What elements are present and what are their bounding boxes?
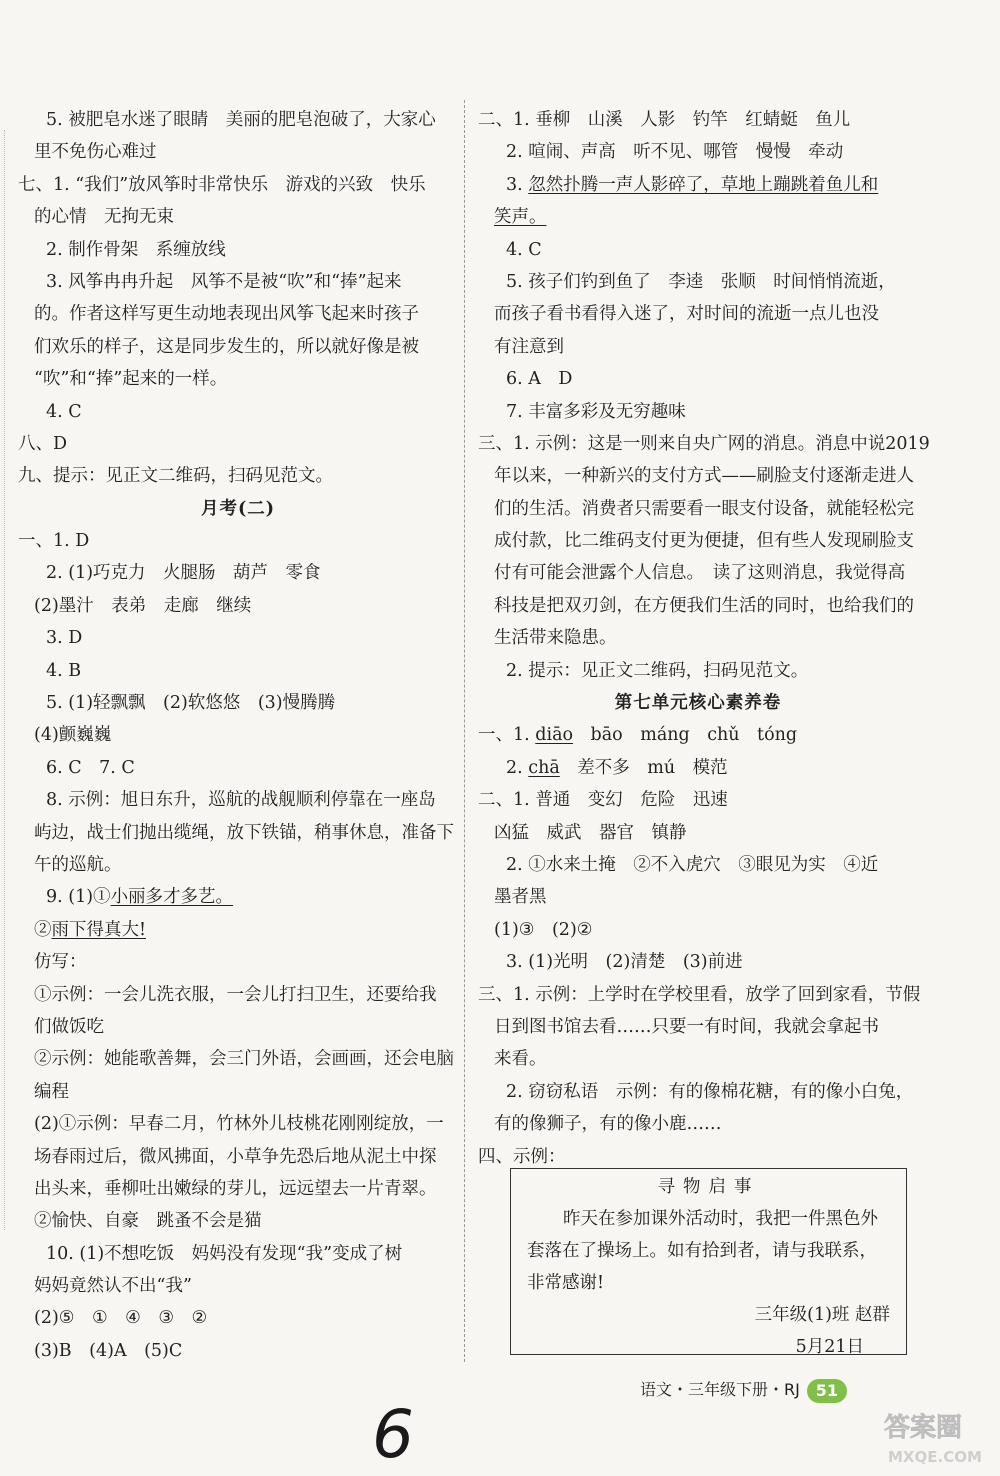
answer-line: 一、1. D: [18, 531, 90, 552]
answer-line: 们欢乐的样子，这是同步发生的，所以就好像是被: [34, 336, 419, 357]
section-heading: 第七单元核心素养卷: [614, 693, 782, 714]
answer-line: 2. ①水来土掩 ②不入虎穴 ③眼见为实 ④近: [506, 854, 879, 875]
answer-line: 而孩子看书看得入迷了，对时间的流逝一点儿也没: [494, 304, 879, 325]
section-heading: 月考(二): [200, 498, 276, 519]
footer-book-label: 语文・三年级下册・RJ: [640, 1380, 800, 1399]
answer-line: 墨者黑: [494, 887, 547, 908]
answer-line: 科技是把双刃剑，在方便我们生活的同时，也给我们的: [494, 595, 914, 616]
answer-line: 年以来，一种新兴的支付方式——刷脸支付逐渐走进人: [494, 466, 914, 487]
binding-edge-line: [4, 130, 5, 1230]
answer-line: 3. D: [46, 628, 83, 649]
answer-line: [18, 914, 458, 946]
answer-line: 10. (1)不想吃饭 妈妈没有发现“我”变成了树: [46, 1243, 403, 1264]
column-divider: [464, 100, 465, 1362]
handwritten-mark: 6: [372, 1396, 414, 1473]
lost-item-notice-box: [510, 1168, 907, 1355]
answer-line: (2)⑤ ① ④ ③ ②: [34, 1308, 208, 1329]
answer-line: 场春雨过后，微风拂面，小草争先恐后地从泥土中探: [34, 1146, 437, 1167]
answer-line: (2)①示例：早春二月，竹林外儿枝桃花刚刚绽放，一: [34, 1114, 444, 1135]
notice-title: 寻物启事: [657, 1177, 760, 1197]
answer-line: 成付款，比二维码支付更为便捷，但有些人发现刷脸支: [494, 531, 914, 552]
answer-text: ②: [34, 919, 52, 940]
answer-line: 3. 风筝冉冉升起 风筝不是被“吹”和“捧”起来: [46, 271, 402, 292]
watermark-logo: [880, 1398, 992, 1470]
notice-signature: 三年级(1)班 赵群: [754, 1305, 890, 1325]
answer-line: 生活带来隐患。: [494, 628, 617, 649]
answer-line: 们做饭吃: [34, 1016, 104, 1037]
answer-line: [478, 169, 918, 201]
answer-line: 来看。: [494, 1049, 547, 1070]
notice-body: 昨天在参加课外活动时，我把一件黑色外套落在了操场上。如有拾到者，请与我联系，非常感谢!: [527, 1209, 878, 1293]
answer-line: 5. 孩子们钓到鱼了 李逵 张顺 时间悄悄流逝，: [506, 271, 896, 292]
answer-line: 2. 窃窃私语 示例：有的像棉花糖，有的像小白兔，: [506, 1081, 914, 1102]
answer-text: bāo máng chǔ tóng: [573, 725, 798, 746]
answer-line: (1)③ (2)②: [494, 919, 593, 940]
answer-line: 二、1. 普通 变幻 危险 迅速: [478, 790, 728, 811]
answer-line: 四、示例：: [478, 1146, 566, 1167]
answer-line: “吹”和“捧”起来的一样。: [34, 369, 228, 390]
watermark-url: MXQE.COM: [888, 1448, 982, 1466]
answer-line: 付有可能会泄露个人信息。 读了这则消息，我觉得高: [494, 563, 906, 584]
answer-line: [478, 752, 918, 784]
answer-line: 三、1. 示例：这是一则来自央广网的消息。消息中说2019: [478, 433, 930, 454]
answer-line: 4. C: [506, 239, 542, 260]
answer-line: 4. C: [46, 401, 82, 422]
answer-line: 3. (1)光明 (2)清楚 (3)前进: [506, 952, 743, 973]
answer-line: 凶猛 威武 器官 镇静: [494, 822, 687, 843]
answer-line: 二、1. 垂柳 山溪 人影 钓竿 红蜻蜓 鱼儿: [478, 110, 851, 130]
answer-line: 8. 示例：旭日东升，巡航的战舰顺利停靠在一座岛: [46, 790, 436, 811]
notice-date: 5月21日: [795, 1337, 864, 1357]
underlined-text: 小丽多才多艺。: [110, 887, 234, 908]
answer-line: 妈妈竟然认不出“我”: [34, 1276, 192, 1297]
answer-line: 仿写：: [34, 952, 87, 973]
answer-line: 2. (1)巧克力 火腿肠 葫芦 零食: [46, 563, 321, 584]
answer-line: (3)B (4)A (5)C: [34, 1340, 183, 1361]
left-answer-column: [18, 104, 458, 1367]
answer-line: 2. 制作骨架 系缠放线: [46, 239, 226, 260]
answer-line: 4. B: [46, 660, 82, 681]
underlined-text: 忽然扑腾一声人影碎了，草地上蹦跳着鱼儿和: [528, 174, 879, 195]
answer-line: 们的生活。消费者只需要看一眼支付设备，就能轻松完: [494, 498, 914, 519]
answer-line: 有的像狮子，有的像小鹿……: [494, 1114, 722, 1135]
answer-line: [478, 201, 918, 233]
answer-line: 日到图书馆去看……只要一有时间，我就会拿起书: [494, 1016, 879, 1037]
answer-line: 三、1. 示例：上学时在学校里看，放学了回到家看，节假: [478, 984, 921, 1005]
answer-line: [18, 881, 458, 913]
answer-text: 3.: [506, 174, 529, 195]
answer-line: 屿边，战士们抛出缆绳，放下铁锚，稍事休息，准备下: [34, 822, 454, 843]
answer-line: 八、D: [18, 433, 68, 454]
answer-line: 的心情 无拘无束: [34, 207, 174, 228]
answer-line: 午的巡航。: [34, 854, 122, 875]
answer-text: 差不多 mú 模范: [559, 757, 728, 778]
answer-line: 2. 提示：见正文二维码，扫码见范文。: [506, 660, 809, 681]
answer-line: 九、提示：见正文二维码，扫码见范文。: [18, 466, 333, 487]
answer-line: ②示例：她能歌善舞，会三门外语，会画画，还会电脑: [34, 1049, 454, 1070]
answer-line: 7. 丰富多彩及无穷趣味: [506, 401, 686, 422]
right-answer-column: [478, 104, 930, 1173]
underlined-text: 雨下得真大!: [51, 919, 147, 940]
answer-line: 出头来，垂柳吐出嫩绿的芽儿，远远望去一片青翠。: [34, 1178, 437, 1199]
answer-text: 一、1.: [478, 725, 536, 746]
answer-line: 5. (1)轻飘飘 (2)软悠悠 (3)慢腾腾: [46, 693, 336, 714]
answer-line: 编程: [34, 1081, 69, 1102]
underlined-text: chā: [528, 757, 560, 778]
underlined-text: 笑声。: [494, 207, 547, 228]
answer-line: ②愉快、自豪 跳蚤不会是猫: [34, 1211, 262, 1232]
watermark-text: 答案圈: [884, 1413, 963, 1443]
answer-line: [478, 719, 918, 751]
answer-line: 6. A D: [506, 369, 573, 390]
answer-line: 6. C 7. C: [46, 757, 135, 778]
underlined-text: diāo: [535, 725, 574, 746]
answer-line: 里不免伤心难过: [34, 142, 157, 163]
answer-line: 七、1. “我们”放风筝时非常快乐 游戏的兴致 快乐: [18, 174, 426, 195]
answer-line: 的。作者这样写更生动地表现出风筝飞起来时孩子: [34, 304, 419, 325]
page-number-badge: 51: [807, 1379, 847, 1403]
answer-line: ①示例：一会儿洗衣服，一会儿打扫卫生，还要给我: [34, 984, 437, 1005]
answer-text: 2.: [506, 757, 529, 778]
answer-line: 有注意到: [494, 336, 564, 357]
answer-line: 2. 喧闹、声高 听不见、哪管 慢慢 牵动: [506, 142, 844, 163]
answer-line: (2)墨汁 表弟 走廊 继续: [34, 595, 252, 616]
answer-text: 9. (1)①: [46, 887, 111, 908]
answer-line: (4)颤巍巍: [34, 725, 112, 746]
answer-line: 5. 被肥皂水迷了眼睛 美丽的肥皂泡破了，大家心: [46, 110, 436, 130]
